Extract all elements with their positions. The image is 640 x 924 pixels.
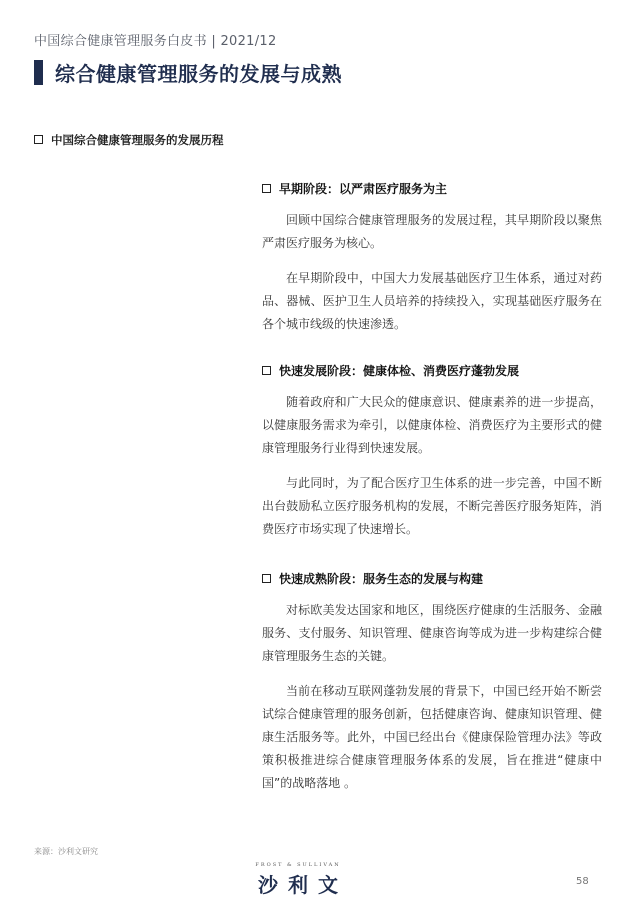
stage-paragraph: 在早期阶段中，中国大力发展基础医疗卫生体系，通过对药品、器械、医护卫生人员培养的持续投入，实现基础医疗服务在各个城市线级的快速渗透。 xyxy=(262,271,602,331)
logo-subtitle: FROST & SULLIVAN xyxy=(255,862,341,868)
stage-paragraph: 对标欧美发达国家和地区，围绕医疗健康的生活服务、金融服务、支付服务、知识管理、健康咨询等成为进一步构建综合健康管理服务生态的关键。 xyxy=(262,603,602,663)
stage-heading xyxy=(262,180,602,197)
page-title: 综合健康管理服务的发展与成熟 xyxy=(55,62,342,86)
checkbox-bullet-icon xyxy=(262,574,271,583)
stage-early xyxy=(262,180,602,336)
page-title-row xyxy=(34,58,342,87)
stage-heading-text: 早期阶段：以严肃医疗服务为主 xyxy=(279,182,448,196)
checkbox-bullet-icon xyxy=(262,366,271,375)
stage-heading-text: 快速成熟阶段：服务生态的发展与构建 xyxy=(279,572,484,586)
stage-rapid-development xyxy=(262,362,602,541)
stage-heading xyxy=(262,570,602,587)
page-number: 58 xyxy=(576,876,589,887)
stage-paragraph: 当前在移动互联网蓬勃发展的背景下，中国已经开始不断尝试综合健康管理的服务创新，包括健康咨询、健康知识管理、健康生活服务等。此外，中国已经出台《健康保险管理办法》等政策积极推进综合健康管理服务体系的发展，旨在推进“健康中国”的战略落地 。 xyxy=(262,684,602,790)
stage-heading-text: 快速发展阶段：健康体检、消费医疗蓬勃发展 xyxy=(279,364,520,378)
running-header: 中国综合健康管理服务白皮书 | 2021/12 xyxy=(34,34,277,49)
stage-heading xyxy=(262,362,602,379)
logo-main-text: 沙利文 xyxy=(258,873,348,897)
checkbox-bullet-icon xyxy=(262,184,271,193)
section-heading xyxy=(34,132,224,148)
stage-paragraph: 回顾中国综合健康管理服务的发展过程，其早期阶段以聚焦严肃医疗服务为核心。 xyxy=(262,213,602,250)
source-note: 来源：沙利文研究 xyxy=(34,847,98,856)
checkbox-bullet-icon xyxy=(34,135,43,144)
title-accent-bar xyxy=(34,60,43,85)
section-heading-text: 中国综合健康管理服务的发展历程 xyxy=(51,133,224,147)
stage-paragraph: 与此同时，为了配合医疗卫生体系的进一步完善，中国不断出台鼓励私立医疗服务机构的发展，不断完善医疗服务矩阵，消费医疗市场实现了快速增长。 xyxy=(262,476,602,536)
stage-paragraph: 随着政府和广大民众的健康意识、健康素养的进一步提高，以健康服务需求为牵引，以健康体检、消费医疗为主要形式的健康管理服务行业得到快速发展。 xyxy=(262,395,602,455)
stage-rapid-maturity xyxy=(262,570,602,795)
frost-sullivan-logo xyxy=(238,862,358,898)
